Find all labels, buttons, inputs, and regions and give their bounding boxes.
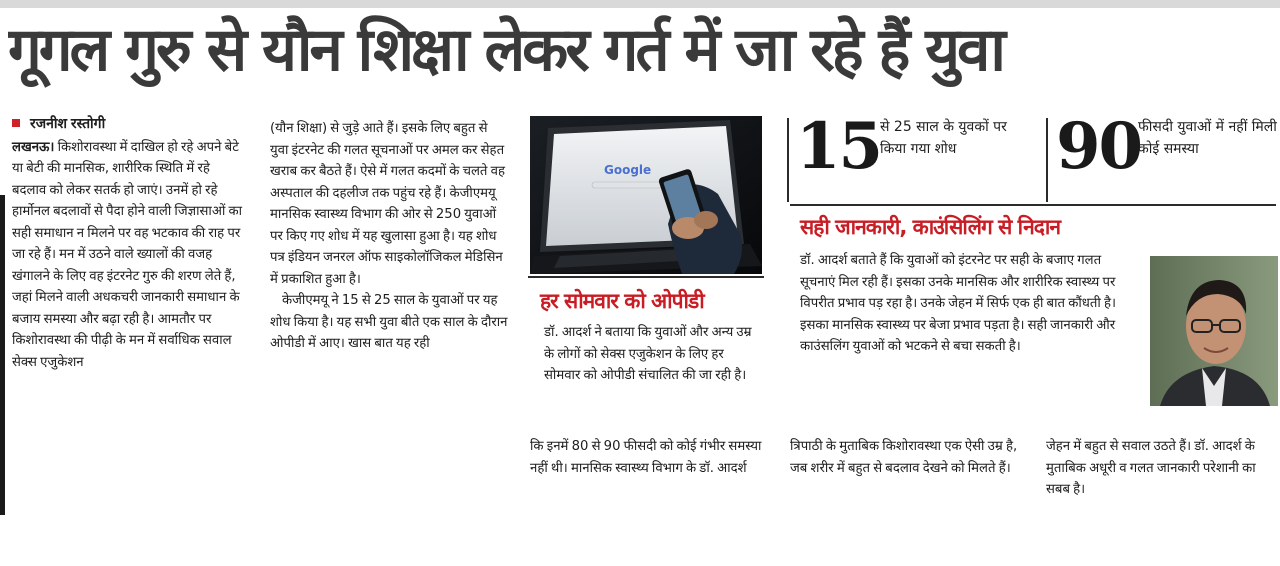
headline: गूगल गुरु से यौन शिक्षा लेकर गर्त में जा रहे हैं युवा	[8, 15, 1003, 85]
bottom-column-5	[1046, 436, 1276, 501]
stats-divider-middle	[1046, 118, 1048, 202]
opd-text: डॉ. आदर्श ने बताया कि युवाओं और अन्य उम्र के लोगों को सेक्स एजुकेशन के लिए हर सोमवार को ओपीडी संचालित की जा रही है।	[544, 325, 752, 383]
byline-bullet-icon	[12, 119, 20, 127]
dateline: लखनऊ।	[12, 139, 55, 155]
photo-screen-logo: Google	[604, 163, 652, 177]
stats-divider-left	[787, 118, 789, 202]
photo-illustration	[530, 116, 762, 274]
column-1-text	[12, 137, 244, 374]
column-1-body: किशोरावस्था में दाखिल हो रहे अपने बेटे या बेटी की मानसिक, शारीरिक स्थिति में रहे बदलाव को लेकर सतर्क हो जाएं। उनमें हो रहे हार्मोनल बदलावों से पैदा होने वाली जिज्ञासाओं का सही समाधान न मिलने पर वह भटकाव की राह पर जा रहे हैं। मन में उठने वाले ख्यालों की वजह खंगालने के लिए वह इंटरनेट गुरु की शरण लेते हैं, जहां मिलने वाली अधकचरी जानकारी समाधान के बजाय समस्या और बढ़ा रही है। आमतौर पर किशोरावस्था की पीढ़ी के मन में सर्वाधिक सवाल सेक्स एजुकेशन	[12, 139, 243, 370]
stats-bottom-rule	[790, 204, 1276, 206]
article-column-1	[12, 114, 244, 373]
left-margin-rule	[0, 195, 5, 515]
article-column-2	[270, 118, 508, 355]
opd-box-text	[544, 322, 756, 387]
top-border	[0, 0, 1280, 8]
byline-author: रजनीश रस्तोगी	[30, 116, 106, 132]
column-2-para-2: केजीएमयू ने 15 से 25 साल के युवाओं पर यह शोध किया है। यह सभी युवा बीते एक साल के दौरान ओपीडी में आए। खास बात यह रही	[270, 293, 508, 351]
byline	[12, 114, 244, 136]
bottom-column-5-text: जेहन में बहुत से सवाल उठते हैं। डॉ. आदर्श के मुताबिक अधूरी व गलत जानकारी परेशानी का सबब है।	[1046, 439, 1256, 497]
bottom-column-3-text: कि इनमें 80 से 90 फीसदी को कोई गंभीर समस्या नहीं थी। मानसिक स्वास्थ्य विभाग के डॉ. आदर्श	[530, 439, 762, 476]
stat-90-text: फीसदी युवाओं में नहीं मिली कोई समस्या	[1138, 119, 1277, 157]
bottom-column-3	[530, 436, 766, 479]
doctor-portrait	[1150, 256, 1278, 406]
doctor-portrait-illustration	[1150, 256, 1278, 406]
sidebar-text: डॉ. आदर्श बताते हैं कि युवाओं को इंटरनेट पर सही के बजाए गलत सूचनाएं मिल रही हैं। इसका उनके मानसिक और शारीरिक स्वास्थ्य पर विपरीत प्रभाव पड़ रहा है। उनके जेहन में सिर्फ एक ही बात कौंधती है। इसका मानसिक स्वास्थ्य पर बेजा प्रभाव पड़ता है। सही जानकारी और काउंसलिंग युवाओं को भटकने से बचा सकती है।	[800, 253, 1116, 354]
stat-15-text: से 25 साल के युवकों पर किया गया शोध	[880, 119, 1007, 157]
bottom-column-4-text: त्रिपाठी के मुताबिक किशोरावस्था एक ऐसी उम्र है, जब शरीर में बहुत से बदलाव देखने को मिलते हैं।	[790, 439, 1018, 476]
sidebar-body	[800, 250, 1138, 358]
laptop-phone-photo	[530, 116, 762, 274]
column-2-para-1: (यौन शिक्षा) से जुड़े आते हैं। इसके लिए बहुत से युवा इंटरनेट की गलत सूचनाओं पर अमल कर सेहत खराब कर बैठते हैं। ऐसे में गलत कदमों के चलते वह अस्पताल की दहलीज तक पहुंच रहे हैं। केजीएमयू मानसिक स्वास्थ्य विभाग की ओर से 250 युवाओं पर किए गए शोध में यह खुलासा हुआ है। यह शोध पत्र इंडियन जनरल ऑफ साइकोलॉजिकल मेडिसिन में प्रकाशित हुआ है।	[270, 121, 505, 287]
bottom-column-4	[790, 436, 1018, 479]
stat-90-number: 90	[1056, 109, 1142, 184]
photo-box-rule	[528, 276, 764, 278]
stat-15-number: 15	[796, 109, 882, 184]
opd-heading: हर सोमवार को ओपीडी	[540, 289, 704, 313]
sidebar-heading: सही जानकारी, काउंसिलिंग से निदान	[800, 215, 1061, 239]
